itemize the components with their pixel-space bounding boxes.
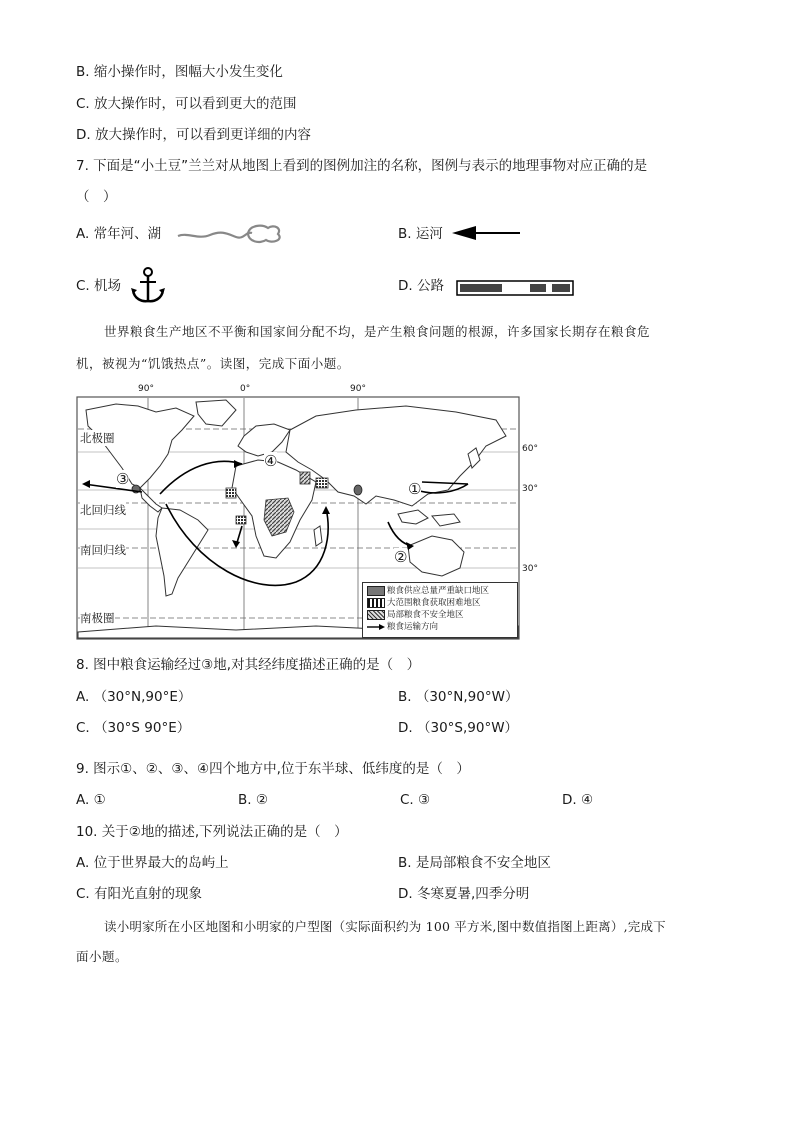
lon-label-0: 0° xyxy=(240,384,251,394)
canal-symbol xyxy=(450,224,522,242)
passage1-line1: 世界粮食生产地区不平衡和国家间分配不均，是产生粮食问题的根源，许多国家长期存在粮食危 xyxy=(104,324,651,339)
marker-4: ④ xyxy=(264,452,278,470)
passage2-line2: 面小题。 xyxy=(76,949,129,964)
legend-swatch-difficult xyxy=(367,598,385,608)
legend-transport-direction: 粮食运输方向 xyxy=(387,622,439,632)
q8-option-c: C. （30°S 90°E） xyxy=(76,720,191,736)
river-lake-symbol xyxy=(176,222,284,248)
q7-option-a: A. 常年河、湖 xyxy=(76,226,162,242)
highway-symbol xyxy=(456,279,574,297)
marker-1: ① xyxy=(408,480,422,498)
legend-swatch-local xyxy=(367,610,385,620)
map-legend xyxy=(362,582,518,638)
lat-label-60n: 60° xyxy=(522,444,538,454)
q9-option-d: D. ④ xyxy=(562,792,594,808)
q6-option-d: D. 放大操作时，可以看到更详细的内容 xyxy=(76,127,311,143)
q10-option-d: D. 冬寒夏暑,四季分明 xyxy=(398,886,530,902)
lat-label-30n: 30° xyxy=(522,484,538,494)
zone-arctic-circle: 北极圈 xyxy=(80,431,115,445)
q9-stem: 9. 图示①、②、③、④四个地方中,位于东半球、低纬度的是（ ） xyxy=(76,761,470,777)
q9-option-a: A. ① xyxy=(76,792,106,808)
q9-option-b: B. ② xyxy=(238,792,268,808)
zone-antarctic-circle: 南极圈 xyxy=(80,611,115,625)
passage2-line1: 读小明家所在小区地图和小明家的户型图（实际面积约为 100 平方米,图中数值指图上距离）,完成下 xyxy=(104,919,666,934)
marker-3: ③ xyxy=(116,470,130,488)
q10-option-a: A. 位于世界最大的岛屿上 xyxy=(76,855,229,871)
q6-option-b: B. 缩小操作时，图幅大小发生变化 xyxy=(76,64,283,80)
world-food-map xyxy=(76,384,538,640)
legend-swatch-severe xyxy=(367,586,385,596)
passage1-line2: 机，被视为“饥饿热点”。读图，完成下面小题。 xyxy=(76,356,350,371)
q7-option-b: B. 运河 xyxy=(398,226,443,242)
q7-option-c: C. 机场 xyxy=(76,278,122,294)
q8-stem: 8. 图中粮食运输经过③地,对其经纬度描述正确的是（ ） xyxy=(76,657,421,673)
lat-label-30s: 30° xyxy=(522,564,538,574)
q7-option-d: D. 公路 xyxy=(398,278,444,294)
q7-stem: 7. 下面是“小土豆”兰兰对从地图上看到的图例加注的名称，图例与表示的地理事物对应正确的是 xyxy=(76,158,648,174)
lon-label-90w: 90° xyxy=(138,384,154,394)
q6-option-c: C. 放大操作时，可以看到更大的范围 xyxy=(76,96,297,112)
legend-arrow-icon xyxy=(367,623,385,631)
anchor-icon xyxy=(128,266,168,306)
marker-2: ② xyxy=(394,548,408,566)
q10-stem: 10. 关于②地的描述,下列说法正确的是（ ） xyxy=(76,824,348,840)
q8-option-b: B. （30°N,90°W） xyxy=(398,689,519,705)
legend-severe-gap: 粮食供应总量严重缺口地区 xyxy=(387,586,490,596)
q8-option-a: A. （30°N,90°E） xyxy=(76,689,192,705)
legend-local-insecurity: 局部粮食不安全地区 xyxy=(387,610,464,620)
q10-option-b: B. 是局部粮食不安全地区 xyxy=(398,855,551,871)
zone-tropic-capricorn: 南回归线 xyxy=(80,543,126,557)
legend-difficult-access: 大范围粮食获取困难地区 xyxy=(387,598,481,608)
q10-option-c: C. 有阳光直射的现象 xyxy=(76,886,203,902)
q8-option-d: D. （30°S,90°W） xyxy=(398,720,519,736)
q9-option-c: C. ③ xyxy=(400,792,431,808)
lon-label-90e: 90° xyxy=(350,384,366,394)
zone-tropic-cancer: 北回归线 xyxy=(80,503,126,517)
q7-paren: （ ） xyxy=(76,189,117,205)
